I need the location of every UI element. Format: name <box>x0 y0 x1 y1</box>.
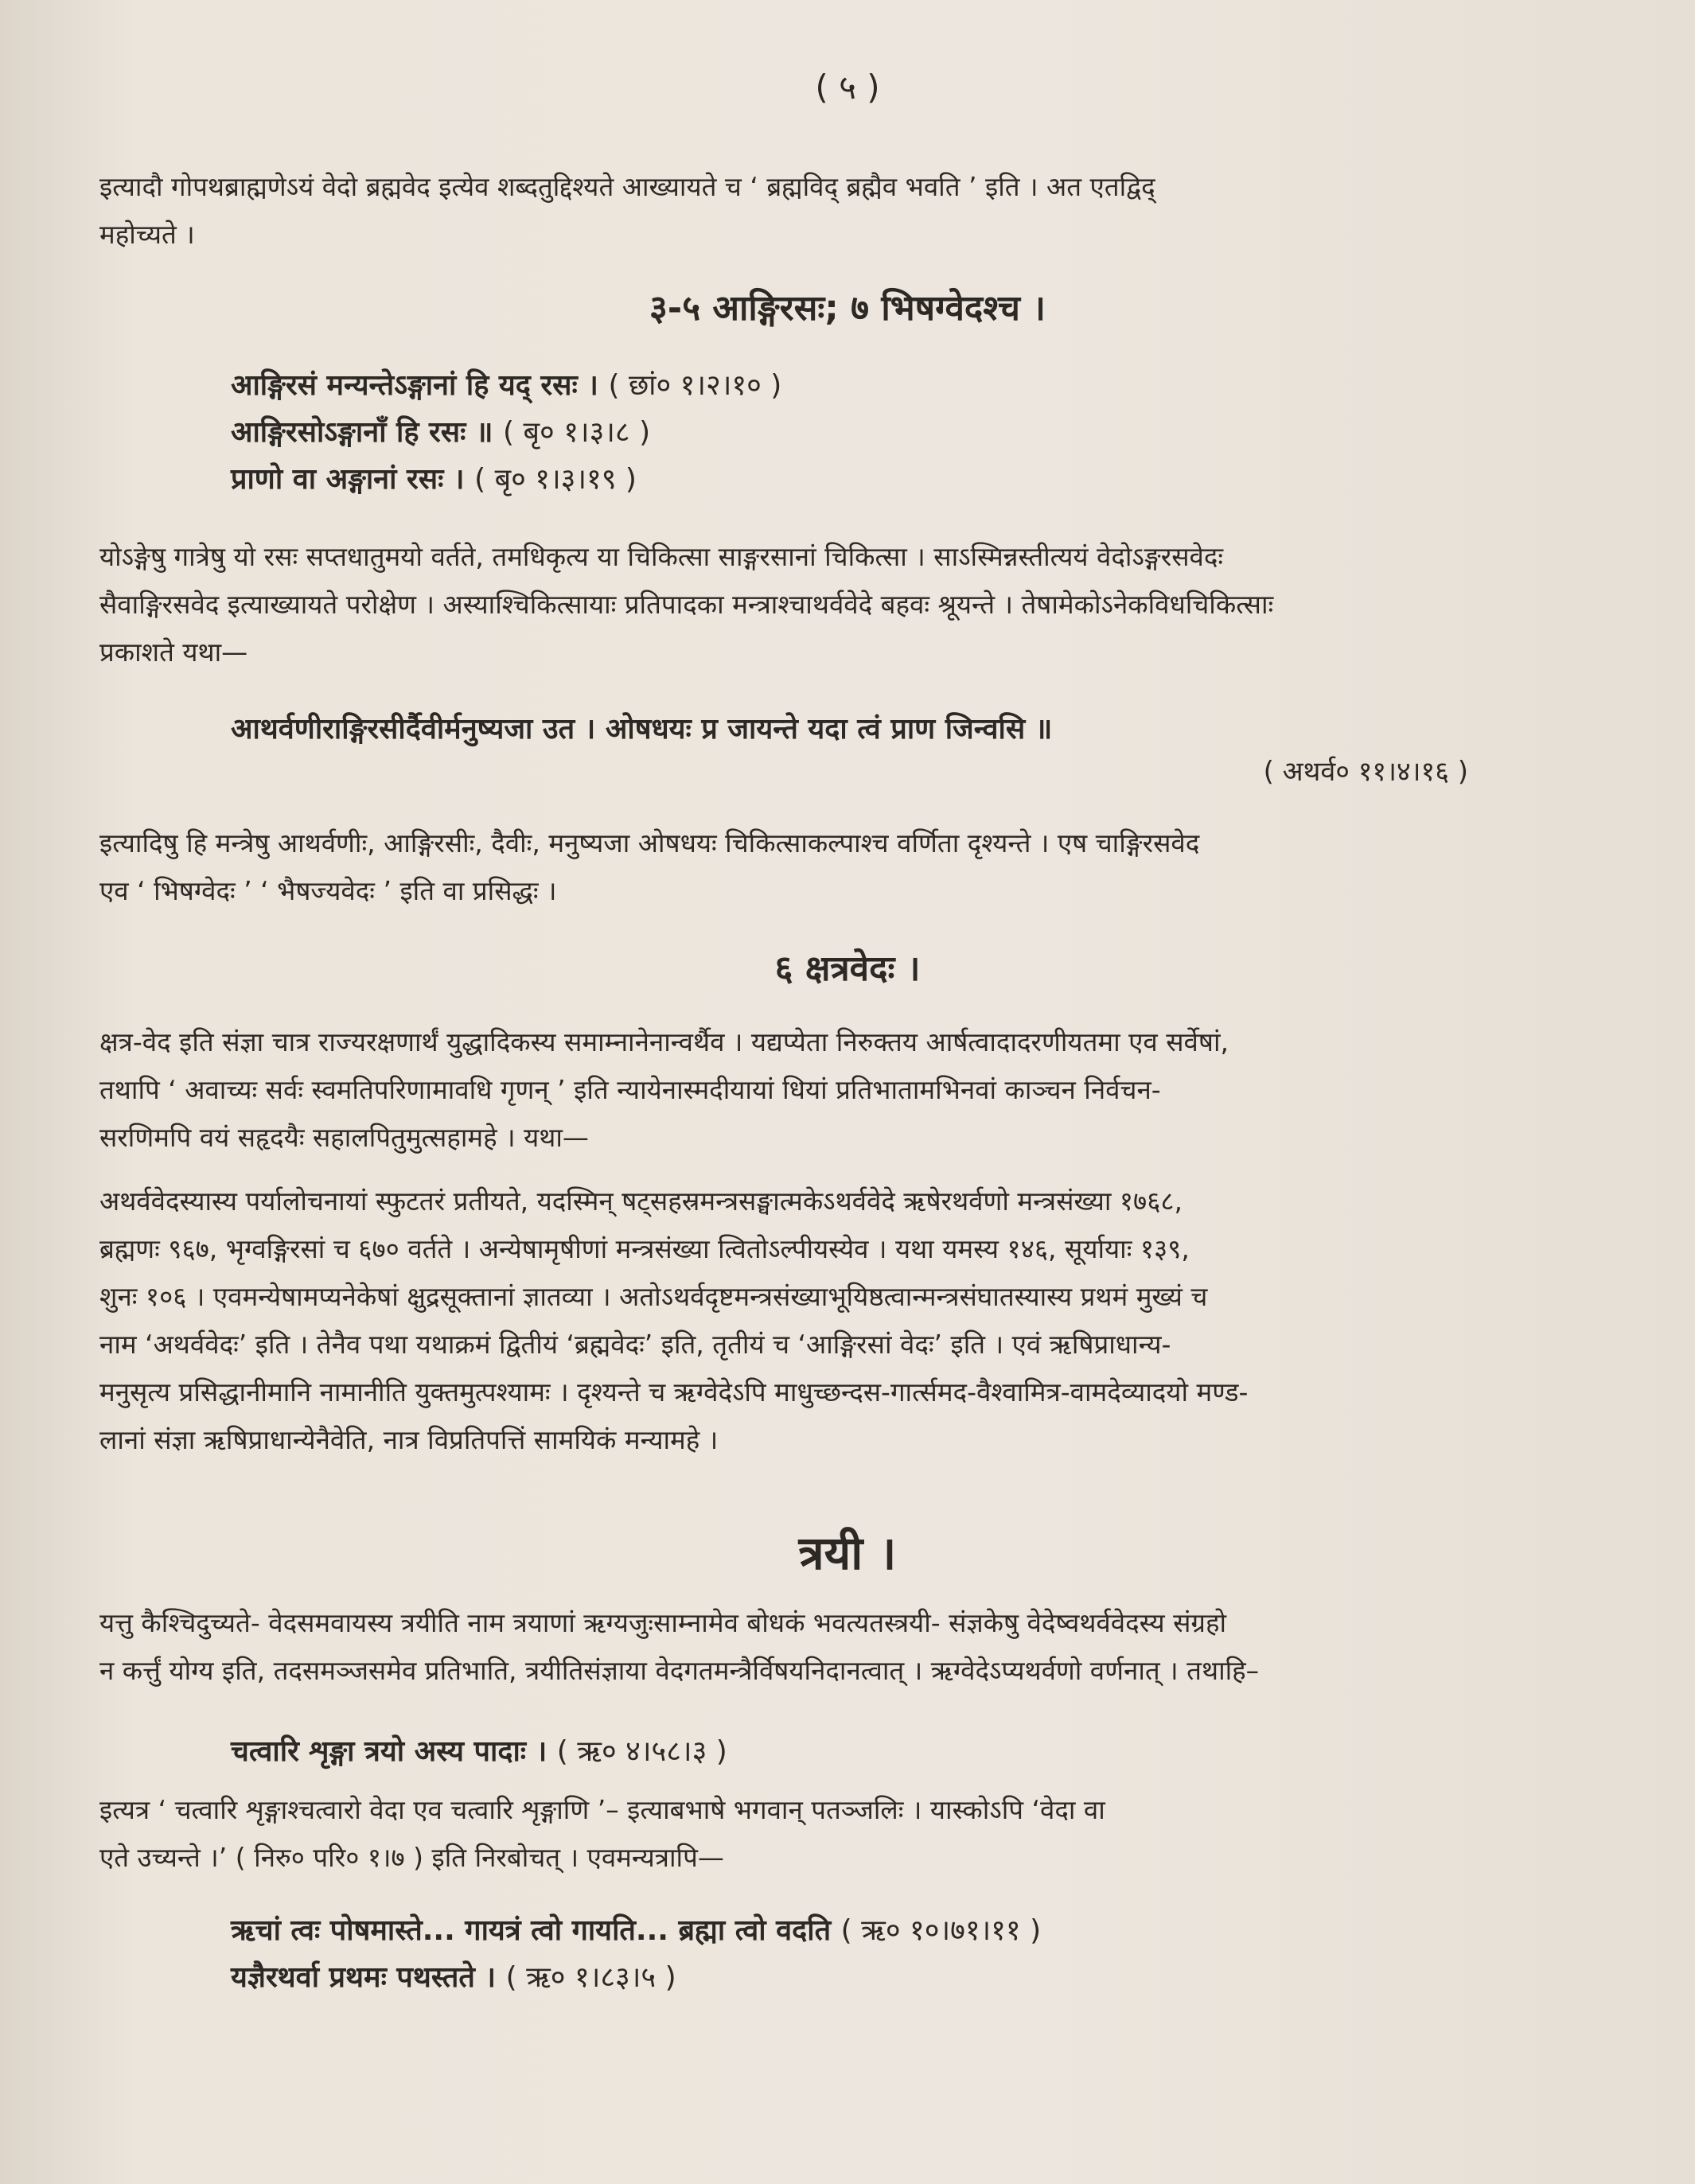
text-line: एते उच्यन्ते ।’ ( निरु० परि० १।७ ) इति निरबोचत् । एवमन्यत्रापि— <box>99 1842 724 1873</box>
section-heading-kshatra: ६ क्षत्रवेदः । <box>774 948 921 989</box>
text-line: यत्तु कैश्चिदुच्यते- वेदसमवायस्य त्रयीति नाम त्रयाणां ऋग्यजुःसाम्नामेव बोधकं भवत्यतस्त्रयी- संज्ञकेषु वेदेष्वथर्ववेदस्य संग्रहो <box>99 1607 1227 1638</box>
text-line: इत्यादौ गोपथब्राह्मणेऽयं वेदो ब्रह्मवेद इत्येव शब्दतुद्दिश्यते आख्यायते च ‘ ब्रह्मविद् ब्रह्मैव भवति ’ इति । अत एतद्विद् <box>99 171 1155 202</box>
verse-reference: ( ऋ० १०।७१।११ ) <box>840 1914 1042 1947</box>
paragraph-7 <box>99 1786 1524 1882</box>
verse-line: प्राणो वा अङ्गानां रसः । ( बृ० १।३।१९ ) <box>231 463 637 496</box>
text-line: क्षत्र-वेद इति संज्ञा चात्र राज्यरक्षणार्थं युद्धादिकस्य समाम्नानेनान्वर्थैव । यद्यप्येता निरुक्तय आर्षत्वादादरणीयतमा एव सर्वेषां, <box>99 1026 1229 1057</box>
paragraph-2 <box>99 533 1524 676</box>
verse-atharva: आथर्वणीराङ्गिरसीर्दैवीर्मनुष्यजा उत । ओषधयः प्र जायन्ते यदा त्वं प्राण जिन्वसि ॥ <box>231 713 1053 746</box>
text-line: तथापि ‘ अवाच्यः सर्वः स्वमतिपरिणामावधि गृणन् ’ इति न्यायेनास्मदीयायां धियां प्रतिभातामभिनवां काञ्चन निर्वचन- <box>99 1074 1161 1105</box>
verse-reference: ( ऋ० ४।५८।३ ) <box>556 1735 727 1768</box>
verse-reference: ( ऋ० १।८३।५ ) <box>505 1961 676 1994</box>
verse-line: ऋचां त्वः पोषमास्ते... गायत्रं त्वो गायति... ब्रह्मा त्वो वदति ( ऋ० १०।७१।११ ) <box>231 1914 1042 1947</box>
text-line: इत्यादिषु हि मन्त्रेषु आथर्वणीः, आङ्गिरसीः, दैवीः, मनुष्यजा ओषधयः चिकित्साकल्पाश्च वर्णिता दृश्यन्ते । एष चाङ्गिरसवेद <box>99 827 1200 858</box>
text-line: शुनः १०६ । एवमन्येषामप्यनेकेषां क्षुद्रसूक्तानां ज्ञातव्या । अतोऽथर्वदृष्टमन्त्रसंख्याभूयिष्ठत्वान्मन्त्रसंघातस्यास्य प्रथमं मुख्यं च <box>99 1281 1208 1312</box>
text-line: इत्यत्र ‘ चत्वारि शृङ्गाश्चत्वारो वेदा एव चत्वारि शृङ्गाणि ’– इत्याबभाषे भगवान् पतञ्जलिः । यास्कोऽपि ‘वेदा वा <box>99 1794 1105 1825</box>
text-line: ब्रह्मणः ९६७, भृग्वङ्गिरसां च ६७० वर्तते । अन्येषामृषीणां मन्त्रसंख्या त्वितोऽल्पीयस्येव । यथा यमस्य १४६, सूर्यायाः १३९, <box>99 1233 1190 1264</box>
text-line: सैवाङ्गिरसवेद इत्याख्यायते परोक्षेण । अस्याश्चिकित्सायाः प्रतिपादका मन्त्राश्चाथर्ववेदे बहवः श्रूयन्ते । तेषामेकोऽनेकविधचिकित्साः <box>99 589 1274 620</box>
paragraph-1 <box>99 163 1524 259</box>
text-line: लानां संज्ञा ऋषिप्राधान्येनैवेति, नात्र विप्रतिपत्तिं सामयिकं मन्यामहे । <box>99 1424 719 1455</box>
text-line: न कर्त्तुं योग्य इति, तदसमञ्जसमेव प्रतिभाति, त्रयीतिसंज्ञाया वेदगतमन्त्रैर्विषयनिदानत्वात् । ऋग्वेदेऽप्यथर्वणो वर्णनात् । तथाहि– <box>99 1655 1260 1686</box>
text-line: नाम ‘अथर्ववेदः’ इति । तेनैव पथा यथाक्रमं द्वितीयं ‘ब्रह्मवेदः’ इति, तृतीयं च ‘आङ्गिरसां वेदः’ इति । एवं ऋषिप्राधान्य- <box>99 1329 1171 1360</box>
paragraph-5 <box>99 1178 1524 1464</box>
verse-reference: ( छां० १।२।१० ) <box>608 369 782 402</box>
verse-reference: ( बृ० १।३।१९ ) <box>474 463 637 496</box>
text-line: अथर्ववेदस्यास्य पर्यालोचनायां स्फुटतरं प्रतीयते, यदस्मिन् षट्सहस्रमन्त्रसङ्घात्मकेऽथर्ववेदे ऋषेरथर्वणो मन्त्रसंख्या १७६८, <box>99 1185 1183 1217</box>
verse-reference: ( बृ० १।३।८ ) <box>503 416 651 449</box>
verse-line: आङ्गिरसं मन्यन्तेऽङ्गानां हि यद् रसः । ( छां० १।२।१० ) <box>231 369 782 402</box>
text-line: प्रकाशते यथा— <box>99 637 248 668</box>
text-line: एव ‘ भिषग्वेदः ’ ‘ भैषज्यवेदः ’ इति वा प्रसिद्धः । <box>99 875 557 906</box>
text-line: मनुसृत्य प्रसिद्धानीमानि नामानीति युक्तमुत्पश्यामः । दृश्यन्ते च ऋग्वेदेऽपि माधुच्छन्दस-गार्त्समद-वैश्वामित्र-वामदेव्यादयो मण्ड- <box>99 1376 1249 1407</box>
paragraph-6 <box>99 1599 1524 1695</box>
page-number: ( ५ ) <box>815 68 880 107</box>
section-heading-angiras: ३-५ आङ्गिरसः; ७ भिषग्वेदश्च । <box>649 288 1046 329</box>
verse-line: आङ्गिरसोऽङ्गानाँ हि रसः ॥ ( बृ० १।३।८ ) <box>231 416 651 449</box>
paragraph-3 <box>99 819 1524 915</box>
verse-block-1 <box>231 364 781 497</box>
verse-reference: ( अथर्व० ११।४।१६ ) <box>1263 756 1468 788</box>
verse-block-4 <box>231 1910 1041 1995</box>
text-line: सरणिमपि वयं सहृदयैः सहालपितुमुत्सहामहे । यथा— <box>99 1122 589 1153</box>
verse-rigveda-1: चत्वारि शृङ्गा त्रयो अस्य पादाः । ( ऋ० ४।५८।३ ) <box>231 1735 727 1768</box>
verse-line: यज्ञैरथर्वा प्रथमः पथस्तते । ( ऋ० १।८३।५ ) <box>231 1961 676 1994</box>
text-line: योऽङ्गेषु गात्रेषु यो रसः सप्तधातुमयो वर्तते, तमधिकृत्य या चिकित्सा साङ्गरसानां चिकित्सा । साऽस्मिन्नस्तीत्ययं वेदोऽङ्गरसवेदः <box>99 541 1224 572</box>
text-line: महोच्यते । <box>99 219 195 250</box>
paragraph-4 <box>99 1018 1524 1162</box>
section-heading-trayi: त्रयी । <box>798 1526 897 1580</box>
